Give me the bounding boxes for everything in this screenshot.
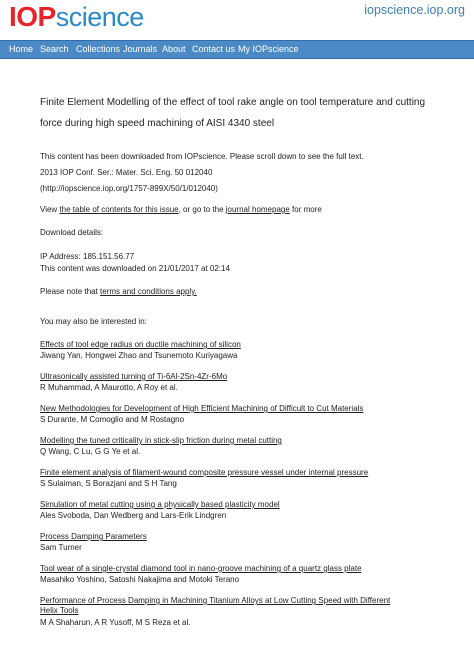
- ip-address: IP Address: 185.151.56.77: [40, 252, 135, 261]
- related-item-authors: M A Shaharun, A R Yusoff, M S Reza et al.: [40, 618, 191, 627]
- related-item-title[interactable]: Tool wear of a single-crystal diamond tool in nano-groove machining of a quartz glass plate: [40, 564, 362, 573]
- related-item-authors: Q Wang, C Lu, G G Ye et al.: [40, 447, 141, 456]
- article-title: Finite Element Modelling of the effect of tool rake angle on tool temperature and cutting force during high speed machining of AISI 4340 steel: [40, 97, 426, 129]
- site-header: [0, 0, 474, 40]
- related-item-authors: S Durante, M Comoglio and M Rostagno: [40, 415, 185, 424]
- related-item-title[interactable]: Modelling the tuned criticality in stick-slip friction during metal cutting: [40, 436, 282, 445]
- nav-contact-us[interactable]: Contact us: [192, 44, 236, 54]
- downloaded-on: This content was downloaded on 21/01/2017 at 02:14: [40, 264, 230, 273]
- journal-homepage-link[interactable]: journal homepage: [225, 205, 290, 214]
- download-notice: This content has been downloaded from IOPscience. Please scroll down to see the full text.: [40, 152, 364, 161]
- related-item-title[interactable]: Process Damping Parameters: [40, 532, 147, 541]
- view-prefix: View: [40, 205, 60, 214]
- related-item-title[interactable]: New Methodologies for Development of High Efficient Machining of Difficult to Cut Materials: [40, 404, 364, 413]
- related-item-title[interactable]: Performance of Process Damping in Machining Titanium Alloys at Low Cutting Speed with Different Helix Tools: [40, 596, 391, 615]
- citation: 2013 IOP Conf. Ser.: Mater. Sci. Eng. 50 012040: [40, 168, 213, 177]
- view-suffix: for more: [289, 205, 322, 214]
- terms-line: [40, 287, 197, 297]
- terms-prefix: Please note that: [40, 287, 101, 296]
- site-url[interactable]: iopscience.iop.org: [364, 3, 465, 17]
- logo-iop-text: IOP: [9, 1, 56, 32]
- nav-collections[interactable]: Collections: [76, 44, 121, 54]
- nav-search[interactable]: Search: [40, 44, 69, 54]
- nav-about[interactable]: About: [162, 44, 186, 54]
- related-item-authors: S Sulaiman, S Borazjani and S H Tang: [40, 479, 177, 488]
- related-item-title[interactable]: Effects of tool edge radius on ductile machining of silicon: [40, 340, 241, 349]
- related-item-title[interactable]: Ultrasonically assisted turning of Ti-6Al-2Sn-4Zr-6Mo: [40, 372, 228, 381]
- related-item-authors: R Muhammad, A Maurotto, A Roy et al.: [40, 383, 178, 392]
- download-details-heading: Download details:: [40, 228, 104, 237]
- nav-journals[interactable]: Journals: [123, 44, 158, 54]
- view-links-line: [40, 205, 322, 215]
- related-item-authors: Masahiko Yoshino, Satoshi Nakajima and Motoki Terano: [40, 575, 240, 584]
- logo-science-text: science: [55, 2, 144, 32]
- related-heading: You may also be interested in:: [40, 317, 147, 326]
- toc-link[interactable]: the table of contents for this issue: [59, 205, 179, 214]
- view-middle: , or go to the: [178, 205, 226, 214]
- related-item-title[interactable]: Finite element analysis of filament-wound composite pressure vessel under internal pressure: [40, 468, 369, 477]
- nav-bar: [0, 40, 474, 59]
- related-item-authors: Ales Svoboda, Dan Wedberg and Lars-Erik Lindgren: [40, 511, 227, 520]
- nav-home[interactable]: Home: [9, 44, 34, 54]
- terms-link[interactable]: terms and conditions apply.: [100, 287, 197, 296]
- nav-my-iopscience[interactable]: My IOPscience: [238, 44, 299, 54]
- related-item-authors: Sam Turner: [40, 543, 82, 552]
- related-item-authors: Jiwang Yan, Hongwei Zhao and Tsunemoto Kuriyagawa: [40, 351, 238, 360]
- related-item-title[interactable]: Simulation of metal cutting using a physically based plasticity model: [40, 500, 280, 509]
- iopscience-logo[interactable]: [9, 2, 144, 32]
- doi-url[interactable]: (http://iopscience.iop.org/1757-899X/50/1/012040): [40, 184, 218, 193]
